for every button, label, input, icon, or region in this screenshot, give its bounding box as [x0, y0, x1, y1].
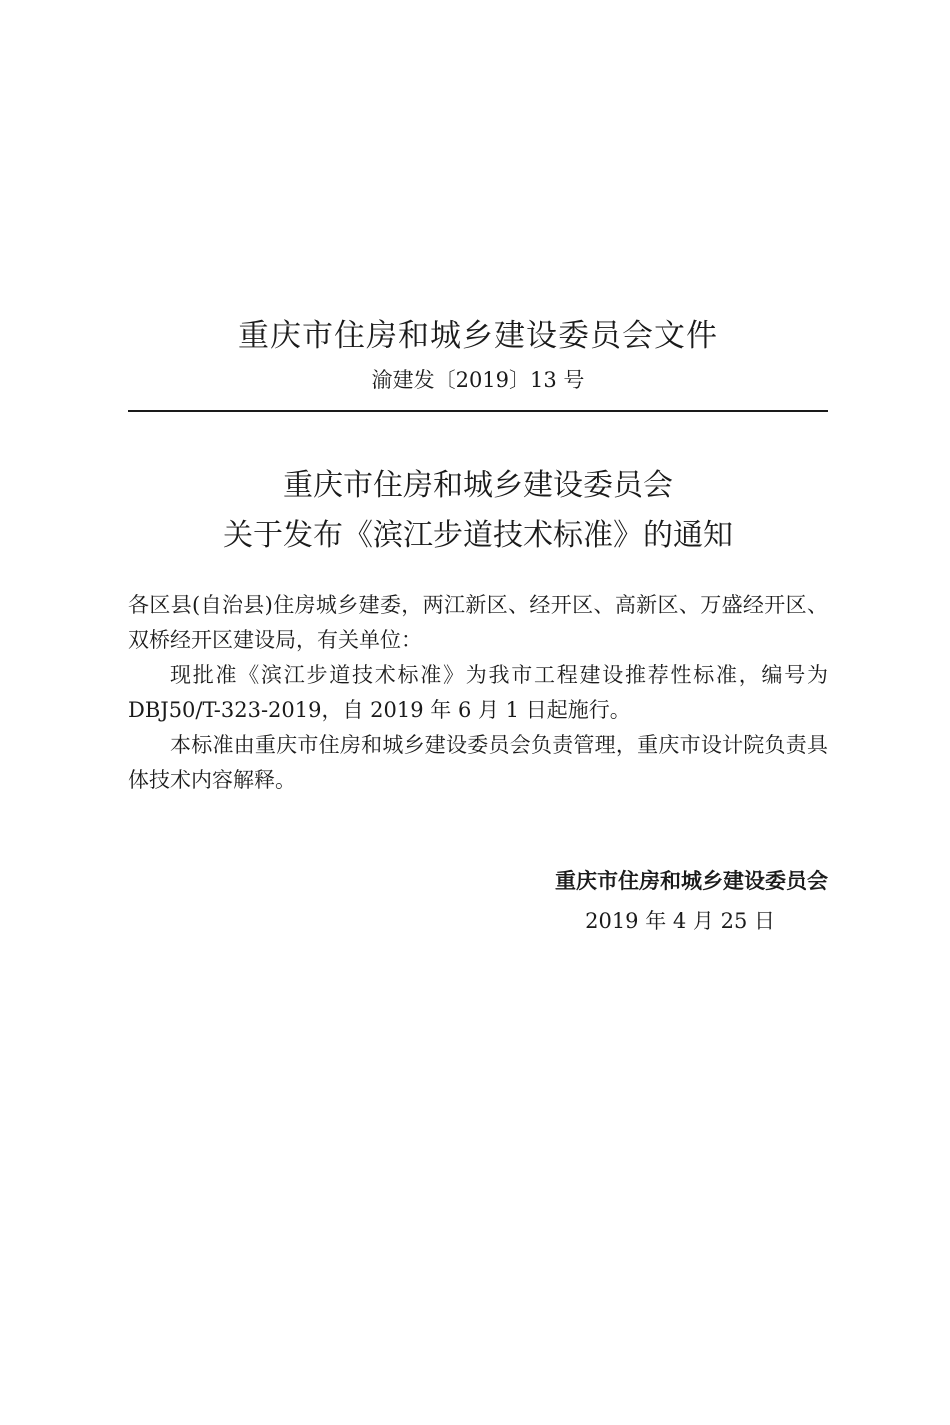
notice-title-line1: 重庆市住房和城乡建设委员会 [283, 468, 673, 503]
notice-title-line2: 关于发布《滨江步道技术标准》的通知 [223, 518, 733, 553]
management-paragraph: 本标准由重庆市住房和城乡建设委员会负责管理，重庆市设计院负责具体技术内容解释。 [128, 733, 828, 792]
approval-paragraph: 现批准《滨江步道技术标准》为我市工程建设推荐性标准，编号为 DBJ50/T-323-2019，自 2019 年 6 月 1 日起施行。 [128, 663, 828, 722]
notice-body [128, 588, 828, 798]
header-divider [128, 410, 828, 412]
signer-name: 重庆市住房和城乡建设委员会 [555, 869, 828, 893]
issuer-header: 重庆市住房和城乡建设委员会文件 [238, 318, 718, 354]
signature-date: 2019 年 4 月 25 日 [585, 909, 775, 933]
document-number: 渝建发〔2019〕13 号 [371, 368, 585, 392]
recipients-paragraph: 各区县(自治县)住房城乡建委，两江新区、经开区、高新区、万盛经开区、双桥经开区建设局，有关单位： [128, 593, 828, 652]
